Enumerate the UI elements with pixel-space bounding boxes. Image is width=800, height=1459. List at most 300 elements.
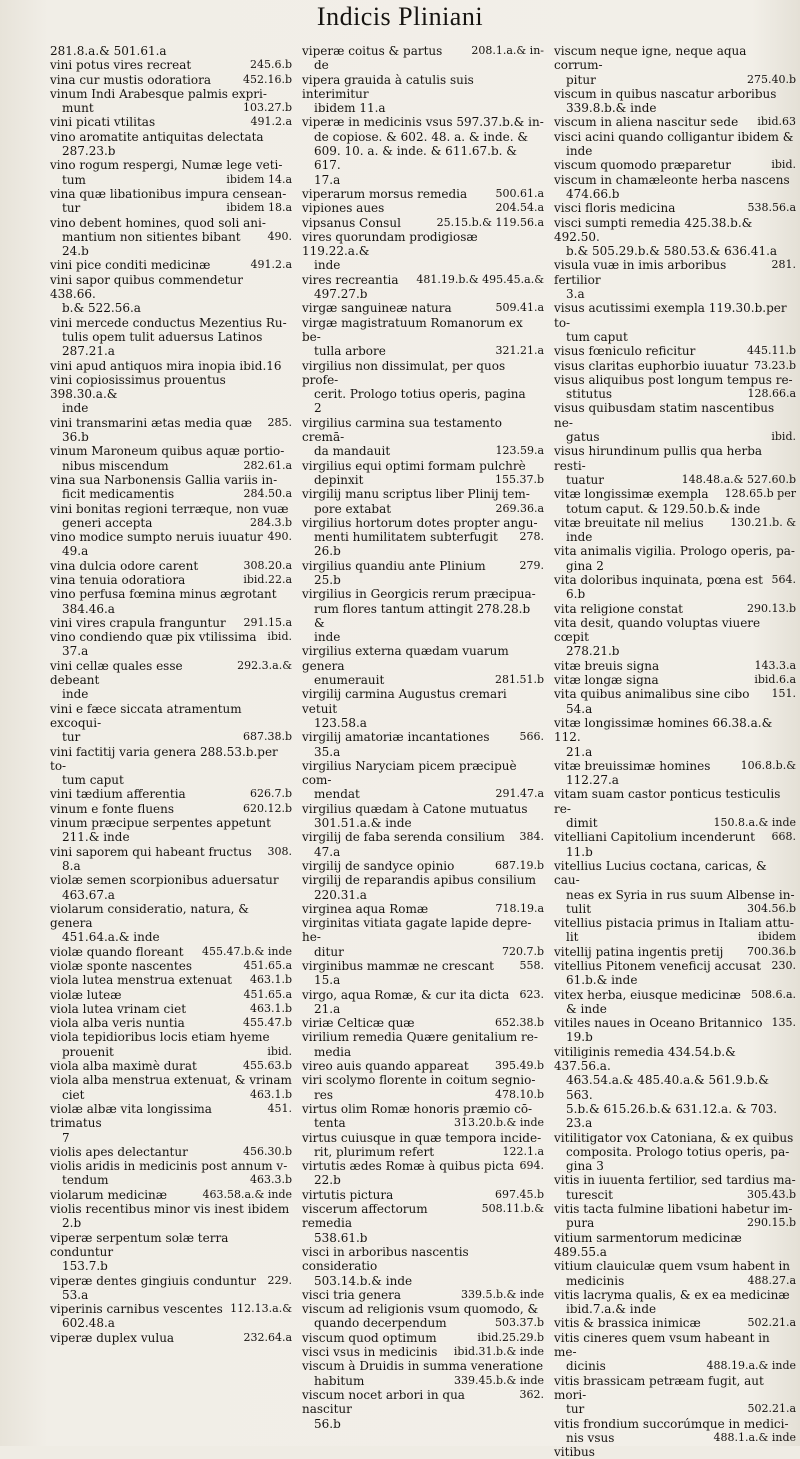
entry-text: vitæ breuis signa (554, 658, 660, 673)
entry-text: gina 3 (566, 1159, 604, 1174)
entry-text: 211.& inde (62, 830, 130, 845)
index-entry (50, 58, 292, 72)
entry-text: violarum medicinæ (50, 1187, 168, 1202)
entry-reference: 339.45.b.& inde (454, 1373, 544, 1387)
entry-text: vini vires crapula franguntur (50, 615, 226, 630)
entry-text: pore extabat (314, 501, 392, 516)
index-entry (50, 487, 292, 501)
entry-reference: 463.1.b (249, 973, 292, 987)
index-entry (302, 1116, 544, 1130)
entry-text: vitellius pistacia primus in Italiam attu- (554, 916, 794, 931)
entry-text: & inde (566, 1001, 607, 1016)
index-entry (554, 902, 796, 916)
entry-reference: 25.15.b.& 119.56.a (436, 215, 544, 229)
index-entry (50, 845, 292, 859)
entry-text: vitium clauiculæ quem vsum habent in (554, 1259, 791, 1274)
index-entry (554, 973, 796, 987)
entry-text: virgilius in Georgicis rerum præcipua- (302, 587, 536, 602)
entry-text: quando decerpendum (314, 1316, 447, 1331)
entry-text: gatus (566, 430, 600, 445)
entry-reference: 278. (519, 530, 544, 544)
index-entry (302, 1188, 544, 1202)
entry-text: vita desit, quando voluptas viuere cœpit (554, 615, 761, 645)
entry-reference: 451.65.a (243, 959, 292, 972)
index-entry (302, 1002, 544, 1016)
index-entry (302, 730, 544, 744)
index-entry (554, 573, 796, 587)
index-entry (554, 1231, 796, 1260)
entry-text: tum caput (62, 773, 124, 788)
entry-text: 112.27.a (566, 773, 619, 788)
index-entry (302, 359, 544, 388)
index-entry (50, 201, 292, 215)
entry-reference: ibid. (771, 158, 796, 172)
index-entry (554, 1102, 796, 1116)
entry-text: 47.a (314, 844, 341, 859)
entry-reference: 697.45.b (494, 1187, 544, 1201)
entry-reference: 150.8.a.& inde (713, 816, 796, 830)
entry-reference: 508.6.a. (750, 987, 796, 1001)
index-entry (50, 1045, 292, 1059)
index-entry (50, 73, 292, 87)
entry-text: tum caput (566, 329, 628, 344)
index-entry (554, 1274, 796, 1288)
index-entry (554, 301, 796, 330)
entry-reference: ibid.25.29.b (477, 1330, 544, 1344)
entry-text: vitellius Lucius coctana, caricas, & cau- (554, 858, 767, 888)
entry-text: viscerum affectorum remedia (302, 1202, 428, 1231)
entry-text: tendum (62, 1173, 109, 1188)
index-column-3 (554, 44, 796, 1459)
index-entry (50, 1316, 292, 1330)
index-entry (554, 1374, 796, 1403)
entry-reference: 491.2.a (250, 258, 292, 272)
entry-reference: 456.30.b (242, 1144, 292, 1158)
entry-text: 22.b (314, 1173, 341, 1188)
index-entry (50, 659, 292, 688)
index-entry (554, 258, 796, 287)
index-entry (554, 644, 796, 658)
entry-text: vitilitigator vox Catoniana, & ex quibus (554, 1130, 794, 1145)
entry-text: de (314, 58, 329, 73)
entry-reference: 106.8.b.& (740, 758, 796, 772)
entry-text: viperarum morsus remedia (302, 186, 468, 201)
entry-text: 19.b (566, 1030, 593, 1045)
entry-text: vino modice sumpto neruis iuuatur (50, 530, 263, 545)
entry-reference: 502.21.a (747, 1402, 796, 1416)
entry-text: viola alba menstrua extenuat, & vrinam (50, 1073, 292, 1088)
entry-text: viola tepidioribus locis etiam hyeme (50, 1030, 270, 1045)
index-entry (302, 173, 544, 187)
entry-reference: 269.36.a (495, 501, 544, 515)
entry-reference: 282.61.a (243, 458, 292, 472)
index-entry (554, 1431, 796, 1445)
entry-text: violæ albæ vita longissima trimatus (50, 1101, 212, 1131)
index-entry (554, 1202, 796, 1216)
entry-reference: 291.47.a (495, 787, 544, 801)
index-entry (50, 216, 292, 230)
entry-text: vino debent homines, quod soli ani- (50, 215, 266, 230)
entry-reference: 620.12.b (242, 801, 292, 815)
index-entry (50, 44, 292, 58)
entry-text: virgilij amatoriæ incantationes (302, 730, 490, 745)
entry-text: depinxit (314, 472, 364, 487)
entry-text: virgilius Naryciam picem præcipuè com- (302, 758, 517, 788)
index-entry (50, 187, 292, 201)
entry-reference: 279. (519, 558, 544, 572)
entry-reference: 151. (771, 687, 796, 701)
entry-text: vitis in iuuenta fertilior, sed tardius ma- (554, 1173, 796, 1188)
entry-text: vini copiosissimus prouentus 398.30.a.& (50, 372, 226, 402)
entry-text: 220.31.a (314, 887, 367, 902)
entry-text: vitiles naues in Oceano Britannico (554, 1016, 763, 1031)
entry-reference: 463.1.b (249, 1001, 292, 1015)
entry-text: lit (566, 930, 579, 945)
index-entry (50, 459, 292, 473)
entry-reference: 455.63.b (242, 1059, 292, 1073)
index-entry (302, 687, 544, 716)
index-entry (302, 973, 544, 987)
entry-reference: 623. (519, 987, 544, 1001)
entry-text: vini e fæce siccata atramentum excoqui- (50, 701, 242, 730)
index-entry (302, 1102, 544, 1116)
entry-reference: 284.3.b (249, 515, 292, 529)
index-entry (302, 115, 544, 129)
entry-text: vino rogum respergi, Numæ lege veti- (50, 158, 283, 173)
index-entry (302, 1088, 544, 1102)
index-entry (50, 101, 292, 115)
entry-reference: 112.13.a.& (230, 1302, 292, 1316)
index-entry (302, 459, 544, 473)
entry-reference: 488.19.a.& inde (706, 1359, 796, 1373)
entry-text: neas ex Syria in rus suum Albense in- (566, 887, 795, 902)
index-entry (302, 587, 544, 601)
entry-text: 23.a (566, 1116, 593, 1131)
entry-text: visci floris medicina (554, 201, 676, 216)
entry-text: 11.b (566, 844, 593, 859)
entry-text: viola lutea vrinam ciet (50, 1001, 187, 1016)
entry-text: ciet (62, 1087, 85, 1102)
entry-text: viscum in chamæleonte herba nascens (554, 172, 790, 187)
index-entry (554, 1417, 796, 1431)
entry-reference: 313.20.b.& inde (454, 1116, 544, 1130)
index-entry (50, 473, 292, 487)
entry-text: vires quorundam prodigiosæ 119.22.a.& (302, 229, 478, 259)
entry-text: virgilius quandiu ante Plinium (302, 558, 486, 573)
entry-text: vinum Indi Arabesque palmis expri- (50, 86, 267, 101)
entry-text: 301.51.a.& inde (314, 816, 412, 831)
index-entry (302, 473, 544, 487)
entry-reference: 491.2.a (250, 115, 292, 129)
entry-text: 2 (314, 401, 322, 416)
entry-text: mendat (314, 787, 360, 802)
entry-text: ibidem 11.a (314, 101, 386, 116)
index-entry (50, 745, 292, 774)
entry-reference: 718.19.a (495, 901, 544, 915)
index-entry (50, 301, 292, 315)
entry-reference: 509.41.a (495, 301, 544, 315)
index-entry (302, 802, 544, 816)
entry-text: 54.a (566, 701, 593, 716)
entry-text: viscum nocet arbori in qua nascitur (302, 1387, 465, 1417)
entry-reference: 490. (267, 229, 292, 243)
entry-text: de copiose. & 602. 48. a. & inde. & (314, 129, 529, 144)
entry-reference: 229. (267, 1273, 292, 1287)
entry-text: virgilius equi optimi formam pulchrè (302, 458, 526, 473)
index-entry (302, 287, 544, 301)
index-entry (50, 573, 292, 587)
index-entry (554, 830, 796, 844)
entry-reference: 321.21.a (495, 344, 544, 358)
index-entry (50, 1331, 292, 1345)
entry-text: tur (566, 1402, 585, 1417)
index-entry (50, 802, 292, 816)
entry-text: viola lutea menstrua extenuat (50, 973, 232, 988)
entry-reference: ibid.6.a (754, 673, 796, 687)
entry-text: menti humilitatem subterfugit (314, 530, 498, 545)
entry-text: b.& 522.56.a (62, 301, 141, 316)
entry-text: virginitas vitiata gagate lapide depre-he- (302, 916, 532, 945)
index-entry (554, 44, 796, 73)
index-entry (50, 401, 292, 415)
entry-text: vitis tacta fulmine libationi habetur im- (554, 1202, 793, 1217)
entry-text: viscum quomodo præparetur (554, 158, 732, 173)
entry-reference: 445.11.b (746, 344, 796, 358)
entry-text: 5.b.& 615.26.b.& 631.12.a. & 703. (566, 1101, 778, 1116)
index-entry (302, 916, 544, 945)
entry-text: inde (314, 258, 341, 273)
index-entry (554, 773, 796, 787)
entry-text: viscum neque igne, neque aqua corrum- (554, 44, 747, 73)
index-entry (50, 1188, 292, 1202)
index-entry (302, 1359, 544, 1373)
index-entry (50, 1102, 292, 1131)
entry-text: vino aromatite antiquitas delectata (50, 129, 264, 144)
index-entry (554, 559, 796, 573)
index-entry (302, 301, 544, 315)
entry-text: visci tria genera (302, 1287, 402, 1302)
entry-reference: 204.54.a (495, 201, 544, 215)
entry-reference: ibid.63 (757, 115, 796, 129)
entry-reference: 128.66.a (747, 387, 796, 401)
index-entry (554, 1131, 796, 1145)
index-entry (554, 859, 796, 888)
entry-reference: 308.20.a (243, 558, 292, 572)
index-entry (554, 1159, 796, 1173)
entry-text: vitis cineres quem vsum habeant in me- (554, 1330, 770, 1360)
entry-reference: 694. (519, 1159, 544, 1173)
entry-text: violarum consideratio, natura, & genera (50, 901, 249, 931)
entry-text: vita quibus animalibus sine cibo (554, 687, 750, 702)
entry-text: vini bonitas regioni terræque, non vuæ (50, 501, 289, 516)
entry-reference: 668. (771, 830, 796, 844)
index-entry (302, 902, 544, 916)
index-entry (302, 602, 544, 631)
entry-reference: ibid.31.b.& inde (453, 1345, 544, 1359)
entry-reference: 384. (519, 830, 544, 844)
entry-text: virtutis ædes Romæ à quibus picta (302, 1159, 515, 1174)
entry-reference: 230. (771, 959, 796, 972)
index-entry (50, 787, 292, 801)
index-entry (302, 888, 544, 902)
entry-text: composita. Prologo totius operis, pa- (566, 1144, 790, 1159)
entry-text: vitam suam castor ponticus testiculis re- (554, 787, 781, 816)
entry-reference: 339.5.b.& inde (461, 1287, 544, 1301)
index-entry (554, 687, 796, 701)
entry-text: visus hirundinum pullis qua herba resti- (554, 444, 763, 473)
index-entry (302, 1159, 544, 1173)
index-entry (302, 945, 544, 959)
index-entry (302, 1131, 544, 1145)
index-entry (50, 1088, 292, 1102)
entry-reference: 488.27.a (747, 1273, 796, 1287)
index-entry (302, 830, 544, 844)
index-entry (50, 1173, 292, 1187)
index-entry (302, 502, 544, 516)
entry-reference: 135. (771, 1016, 796, 1030)
entry-reference: 451. (267, 1101, 292, 1115)
entry-text: vitæ longissimæ homines 66.38.a.& 112. (554, 715, 773, 745)
entry-text: vitis brassicam petræam fugit, aut mori- (554, 1373, 764, 1402)
entry-text: dimit (566, 816, 598, 831)
entry-reference: 148.48.a.& 527.60.b (681, 472, 796, 486)
entry-text: ditur (314, 944, 344, 959)
entry-text: inde (62, 401, 89, 416)
index-entry (302, 187, 544, 201)
index-entry (50, 1202, 292, 1216)
entry-text: 36.b (62, 430, 89, 445)
entry-reference: 73.23.b (753, 358, 796, 372)
index-entry (554, 916, 796, 930)
index-entry (554, 530, 796, 544)
index-entry (554, 115, 796, 129)
entry-text: inde (566, 530, 593, 545)
entry-text: 474.66.b (566, 186, 620, 201)
index-entry (50, 1016, 292, 1030)
entry-text: vini tædium afferentia (50, 787, 186, 802)
index-entry (302, 1417, 544, 1431)
entry-text: vitelliani Capitolium incenderunt (554, 830, 756, 845)
index-entry (302, 1059, 544, 1073)
index-entry (302, 759, 544, 788)
entry-text: virginibus mammæ ne crescant (302, 959, 494, 973)
index-entry (50, 702, 292, 731)
index-entry (302, 58, 544, 72)
index-entry (554, 759, 796, 773)
index-entry (302, 1045, 544, 1059)
entry-text: vitis frondium succorúmque in medici- (554, 1416, 789, 1431)
entry-text: violæ luteæ (50, 987, 122, 1002)
entry-reference: 208.1.a.& in- (471, 44, 544, 57)
entry-text: vini mercede conductus Mezentius Ru- (50, 315, 287, 330)
entry-text: viri scolymo florente in coitum segnio- (302, 1073, 536, 1088)
entry-reference: 700.36.b (746, 944, 796, 958)
index-entry (302, 230, 544, 259)
index-entry (554, 816, 796, 830)
index-entry (554, 144, 796, 158)
entry-text: viperæ duplex vulua (50, 1330, 175, 1345)
entry-text: munt (62, 101, 94, 116)
index-entry (554, 130, 796, 144)
entry-text: virgilius quædam à Catone mutuatus (302, 801, 528, 816)
index-entry (554, 473, 796, 487)
index-entry (302, 258, 544, 272)
entry-text: enumerauit (314, 673, 385, 688)
index-entry (554, 659, 796, 673)
index-entry (302, 873, 544, 887)
entry-text: vino condiendo quæ pix vtilissima (50, 630, 257, 645)
entry-text: viscum in quibus nascatur arboribus (554, 86, 777, 101)
entry-reference: ibid. (771, 430, 796, 444)
entry-text: vina dulcia odore carent (50, 558, 199, 573)
index-entry (302, 44, 544, 58)
index-entry (554, 888, 796, 902)
index-entry (302, 959, 544, 973)
entry-text: violis recentibus minor vis inest ibidem (50, 1202, 290, 1217)
entry-text: media (314, 1044, 352, 1059)
index-entry (302, 444, 544, 458)
entry-text: viola alba maximè durat (50, 1059, 197, 1074)
entry-reference: 232.64.a (243, 1330, 292, 1344)
entry-text: virgilius carmina sua testamento cremā- (302, 415, 502, 445)
entry-reference: 564. (771, 572, 796, 586)
entry-reference: 626.7.b (249, 787, 292, 801)
entry-reference: 290.15.b (746, 1216, 796, 1230)
index-entry (302, 845, 544, 859)
index-entry (50, 1059, 292, 1073)
entry-text: violis aridis in medicinis post annum v- (50, 1159, 288, 1174)
entry-text: 463.67.a (62, 887, 115, 902)
entry-text: vitex herba, eiusque medicinæ (554, 987, 741, 1002)
entry-text: gina 2 (566, 558, 604, 573)
index-entry (50, 416, 292, 430)
entry-text: 497.27.b (314, 287, 368, 302)
index-entry (50, 158, 292, 172)
index-entry (50, 430, 292, 444)
entry-text: 287.21.a (62, 344, 115, 359)
entry-text: 281.8.a.& 501.61.a (50, 44, 167, 58)
entry-text: virgilij carmina Augustus cremari vetuit (302, 687, 507, 716)
entry-text: 8.a (62, 858, 81, 873)
entry-text: 602.48.a (62, 1316, 115, 1331)
entry-text: virgilius externa quædam vuarum genera (302, 644, 509, 673)
index-entry (554, 616, 796, 645)
index-entry (302, 745, 544, 759)
entry-reference: 143.3.a (754, 658, 796, 672)
index-entry (554, 287, 796, 301)
index-entry (50, 1231, 292, 1260)
entry-text: virilium remedia Quære genitalium re- (302, 1030, 538, 1045)
entry-reference: 292.3.a.& (237, 658, 292, 672)
index-entry (50, 359, 292, 373)
entry-text: viperinis carnibus vescentes (50, 1302, 223, 1317)
entry-text: tulla arbore (314, 344, 386, 359)
index-entry (554, 1188, 796, 1202)
entry-text: 287.23.b (62, 144, 116, 159)
entry-reference: 305.43.b (746, 1187, 796, 1201)
entry-text: virgilij de sandyce opinio (302, 858, 455, 873)
entry-text: cerit. Prologo totius operis, pagina (314, 387, 526, 402)
entry-text: vinum Maroneum quibus aquæ portio- (50, 444, 285, 459)
index-entry (302, 1331, 544, 1345)
index-entry (554, 487, 796, 501)
entry-text: viola alba veris nuntia (50, 1016, 185, 1031)
entry-text: vireo auis quando appareat (302, 1059, 469, 1074)
index-column-1 (50, 44, 292, 1440)
entry-reference: 490. (267, 530, 292, 544)
index-entry (302, 416, 544, 445)
index-entry (554, 1145, 796, 1159)
